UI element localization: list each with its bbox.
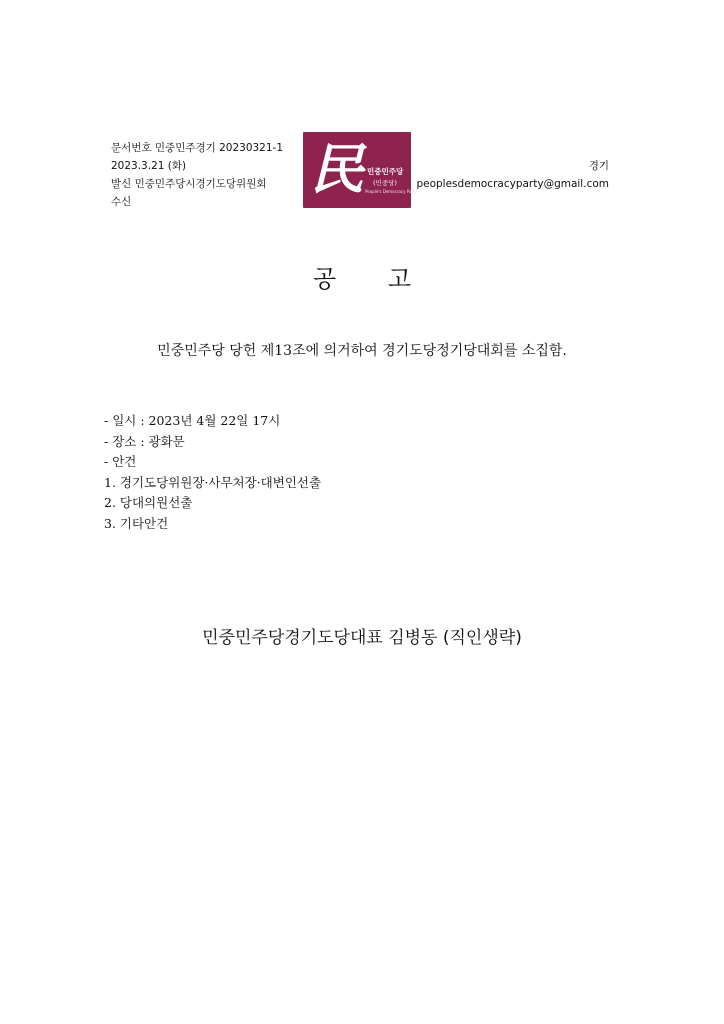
document-meta bbox=[111, 139, 283, 211]
document-date: 2023.3.21 (화) bbox=[111, 160, 187, 172]
region-label: 경기 bbox=[588, 160, 609, 172]
party-logo-short-name: (민중당) bbox=[373, 179, 397, 187]
party-logo-english-name: People's Democracy Party bbox=[365, 189, 418, 194]
party-logo-name: 민중민주당 bbox=[367, 167, 404, 176]
agenda-item: 1. 경기도당위원장·사무처장·대변인선출 bbox=[104, 474, 322, 490]
detail-line: - 안건 bbox=[104, 454, 137, 469]
party-logo bbox=[303, 132, 418, 208]
document-title: 공 고 bbox=[313, 265, 433, 293]
contact-email: peoplesdemocracyparty@gmail.com bbox=[416, 178, 609, 190]
detail-line: - 일시 : 2023년 4월 22일 17시 bbox=[104, 413, 281, 428]
party-logo-hanja: 民 bbox=[310, 137, 364, 201]
announcement-statement: 민중민주당 당헌 제13조에 의거하여 경기도당정기당대회를 소집함. bbox=[157, 343, 567, 359]
detail-line: - 장소 : 광화문 bbox=[104, 433, 185, 449]
document-recipient: 수신 bbox=[111, 196, 132, 208]
agenda-item: 3. 기타안건 bbox=[104, 515, 169, 531]
document-sender: 발신 민중민주당시경기도당위원회 bbox=[111, 178, 267, 190]
signature-line: 민중민주당경기도당대표 김병동 (직인생략) bbox=[202, 628, 522, 648]
agenda-item: 2. 당대의원선출 bbox=[104, 495, 193, 510]
contact-info bbox=[416, 157, 609, 193]
meeting-details bbox=[104, 411, 321, 534]
document-number: 문서번호 민중민주경기 20230321-1 bbox=[111, 142, 284, 154]
